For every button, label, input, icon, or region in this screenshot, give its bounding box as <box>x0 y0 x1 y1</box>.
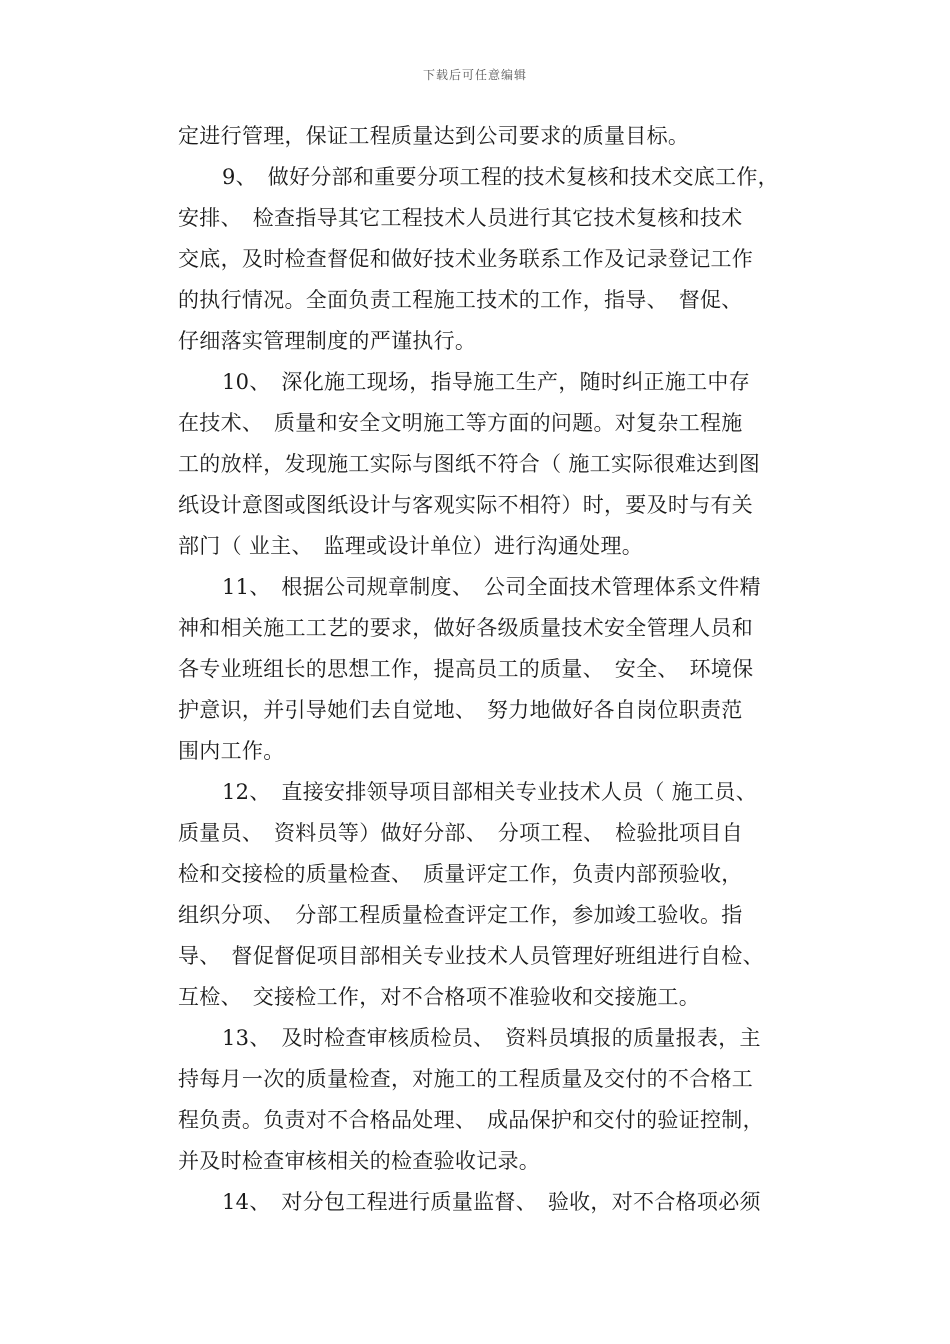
text-line: 10、 深化施工现场，指导施工生产，随时纠正施工中存 <box>222 370 751 394</box>
text-line: 定进行管理，保证工程质量达到公司要求的质量目标。 <box>178 124 690 148</box>
text-line: 在技术、 质量和安全文明施工等方面的问题。对复杂工程施 <box>178 411 743 435</box>
text-line: 各专业班组长的思想工作，提高员工的质量、 安全、 环境保 <box>178 657 754 681</box>
text-line: 部门（ 业主、 监理或设计单位）进行沟通处理。 <box>178 534 644 558</box>
text-line: 持每月一次的质量检查，对施工的工程质量及交付的不合格工 <box>178 1067 754 1091</box>
text-line: 互检、 交接检工作，对不合格项不准验收和交接施工。 <box>178 985 700 1009</box>
text-line: 12、 直接安排领导项目部相关专业技术人员（ 施工员、 <box>222 780 757 804</box>
text-line: 质量员、 资料员等）做好分部、 分项工程、 检验批项目自 <box>178 821 743 845</box>
text-line: 组织分项、 分部工程质量检查评定工作，参加竣工验收。指 <box>178 903 743 927</box>
text-line: 11、 根据公司规章制度、 公司全面技术管理体系文件精 <box>222 575 761 599</box>
text-line: 仔细落实管理制度的严谨执行。 <box>178 329 477 353</box>
page-header: 下载后可任意编辑 <box>422 68 527 82</box>
text-line: 神和相关施工工艺的要求，做好各级质量技术安全管理人员和 <box>178 616 754 640</box>
text-line: 护意识，并引导她们去自觉地、 努力地做好各自岗位职责范 <box>178 698 743 722</box>
text-line: 14、 对分包工程进行质量监督、 验收，对不合格项必须 <box>222 1190 761 1214</box>
text-line: 工的放样，发现施工实际与图纸不符合（ 施工实际很难达到图 <box>178 452 761 476</box>
text-line: 并及时检查审核相关的检查验收记录。 <box>178 1149 541 1173</box>
text-line: 检和交接检的质量检查、 质量评定工作，负责内部预验收， <box>178 862 743 886</box>
text-line: 交底，及时检查督促和做好技术业务联系工作及记录登记工作 <box>178 247 754 271</box>
text-line: 程负责。负责对不合格品处理、 成品保护和交付的验证控制， <box>178 1108 764 1132</box>
document-body <box>178 116 814 1223</box>
text-line: 9、 做好分部和重要分项工程的技术复核和技术交底工作， <box>222 165 779 189</box>
text-line: 导、 督促督促项目部相关专业技术人员管理好班组进行自检、 <box>178 944 764 968</box>
text-line: 安排、 检查指导其它工程技术人员进行其它技术复核和技术 <box>178 206 743 230</box>
text-line: 纸设计意图或图纸设计与客观实际不相符）时，要及时与有关 <box>178 493 754 517</box>
text-line: 的执行情况。全面负责工程施工技术的工作，指导、 督促、 <box>178 288 743 312</box>
text-line: 围内工作。 <box>178 739 285 763</box>
text-line: 13、 及时检查审核质检员、 资料员填报的质量报表，主 <box>222 1026 761 1050</box>
